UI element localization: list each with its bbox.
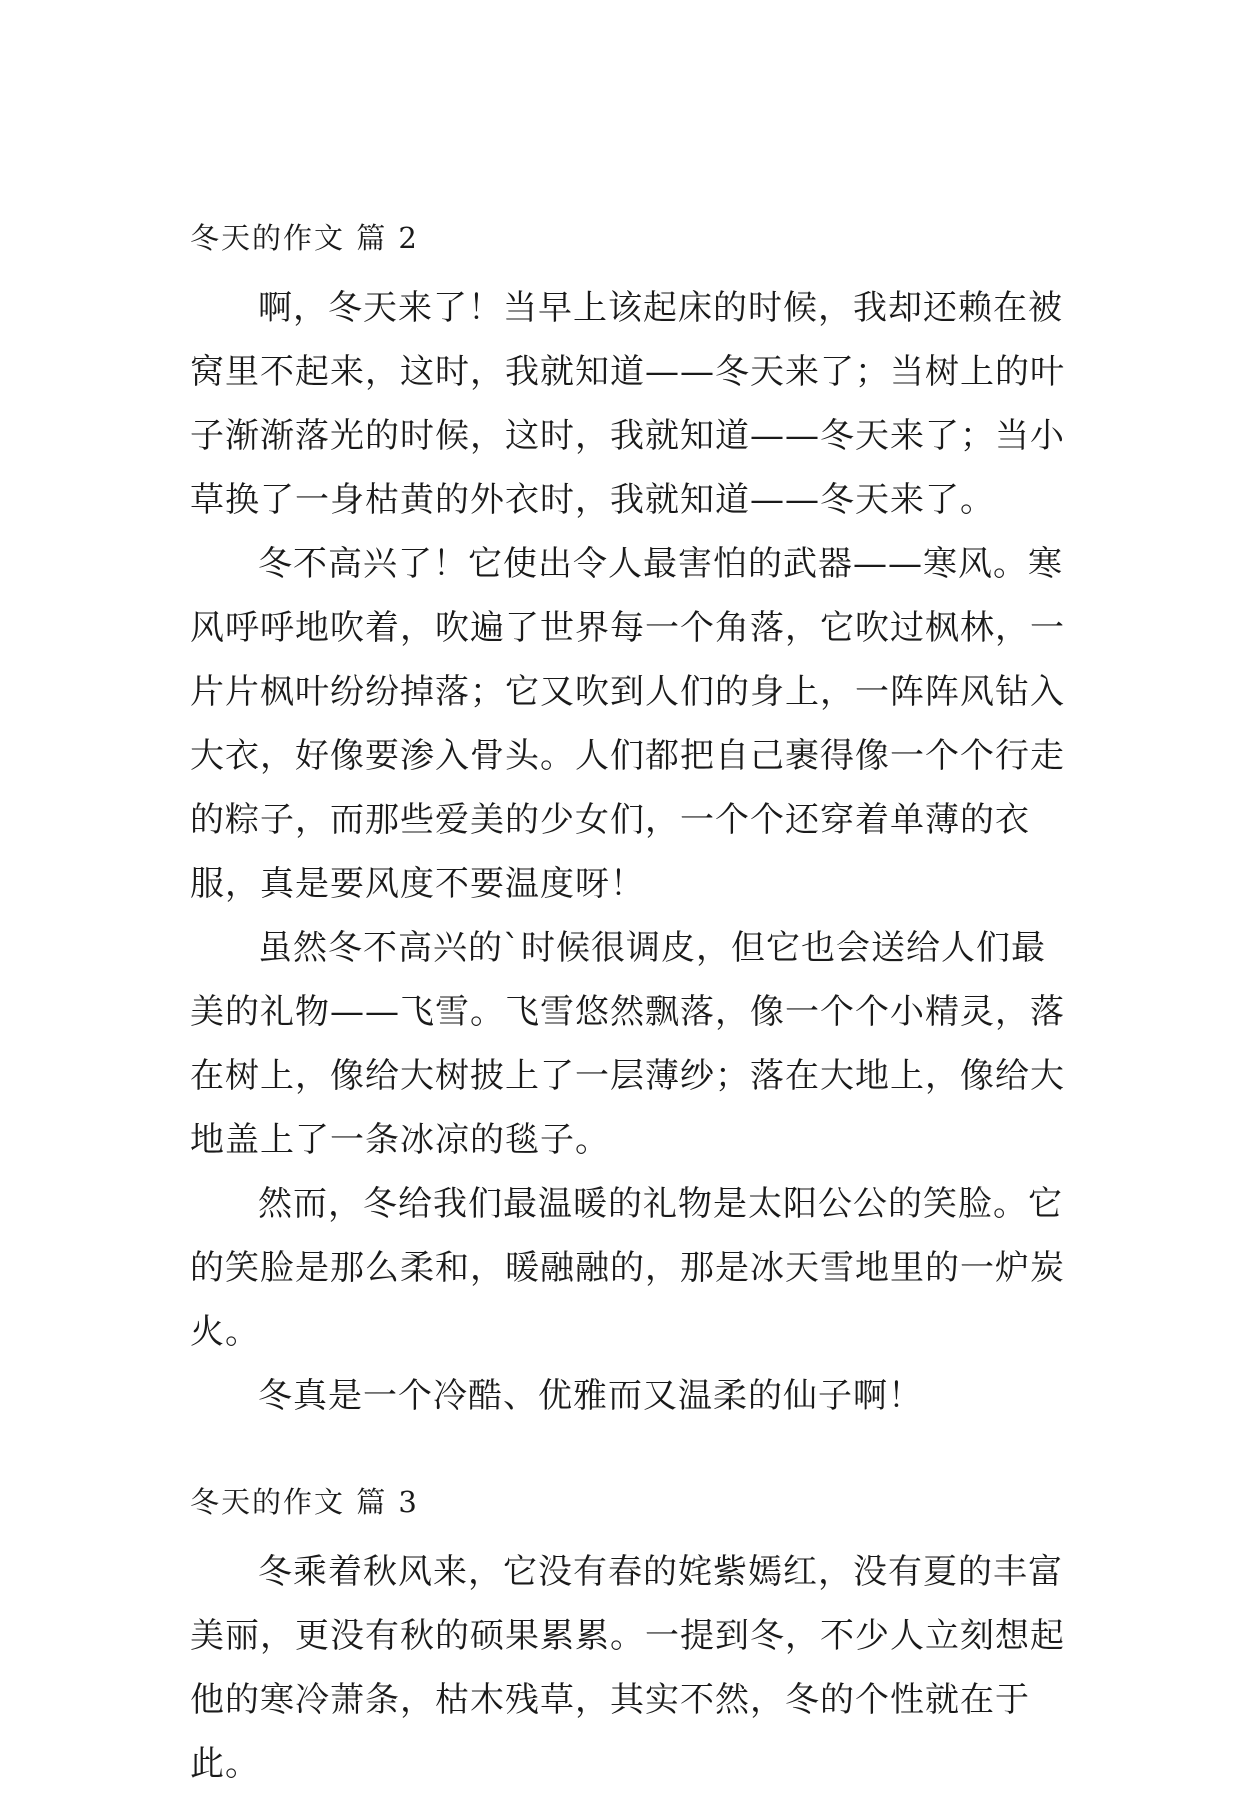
section-title: 冬天的作文 篇 3 (190, 1485, 419, 1519)
essay-section-3 (190, 1486, 1070, 1796)
paragraph: 冬不高兴了！它使出令人最害怕的武器——寒风。寒风呼呼地吹着，吹遍了世界每一个角落，它吹过枫林，一片片枫叶纷纷掉落；它又吹到人们的身上，一阵阵风钻入大衣，好像要渗入骨头。人们都把自己裹得像一个个行走的粽子，而那些爱美的少女们，一个个还穿着单薄的衣服，真是要风度不要温度呀！ (190, 544, 1065, 904)
paragraph: 冬真是一个冷酷、优雅而又温柔的仙子啊！ (258, 1376, 923, 1416)
essay-section-2 (190, 222, 1070, 1428)
paragraph: 然而，冬给我们最温暖的礼物是太阳公公的笑脸。它的笑脸是那么柔和，暖融融的，那是冰天雪地里的一炉炭火。 (190, 1184, 1065, 1352)
paragraph: 啊，冬天来了！当早上该起床的时候，我却还赖在被窝里不起来，这时，我就知道——冬天来了；当树上的叶子渐渐落光的时候，这时，我就知道——冬天来了；当小草换了一身枯黄的外衣时，我就知道——冬天来了。 (190, 288, 1065, 520)
paragraph: 冬乘着秋风来，它没有春的姹紫嫣红，没有夏的丰富美丽，更没有秋的硕果累累。一提到冬，不少人立刻想起他的寒冷萧条，枯木残草，其实不然，冬的个性就在于此。 (190, 1552, 1065, 1784)
paragraph: 虽然冬不高兴的`时候很调皮，但它也会送给人们最美的礼物——飞雪。飞雪悠然飘落，像一个个小精灵，落在树上，像给大树披上了一层薄纱；落在大地上，像给大地盖上了一条冰凉的毯子。 (190, 928, 1065, 1160)
section-title: 冬天的作文 篇 2 (190, 221, 419, 255)
document-page (190, 222, 1070, 1796)
